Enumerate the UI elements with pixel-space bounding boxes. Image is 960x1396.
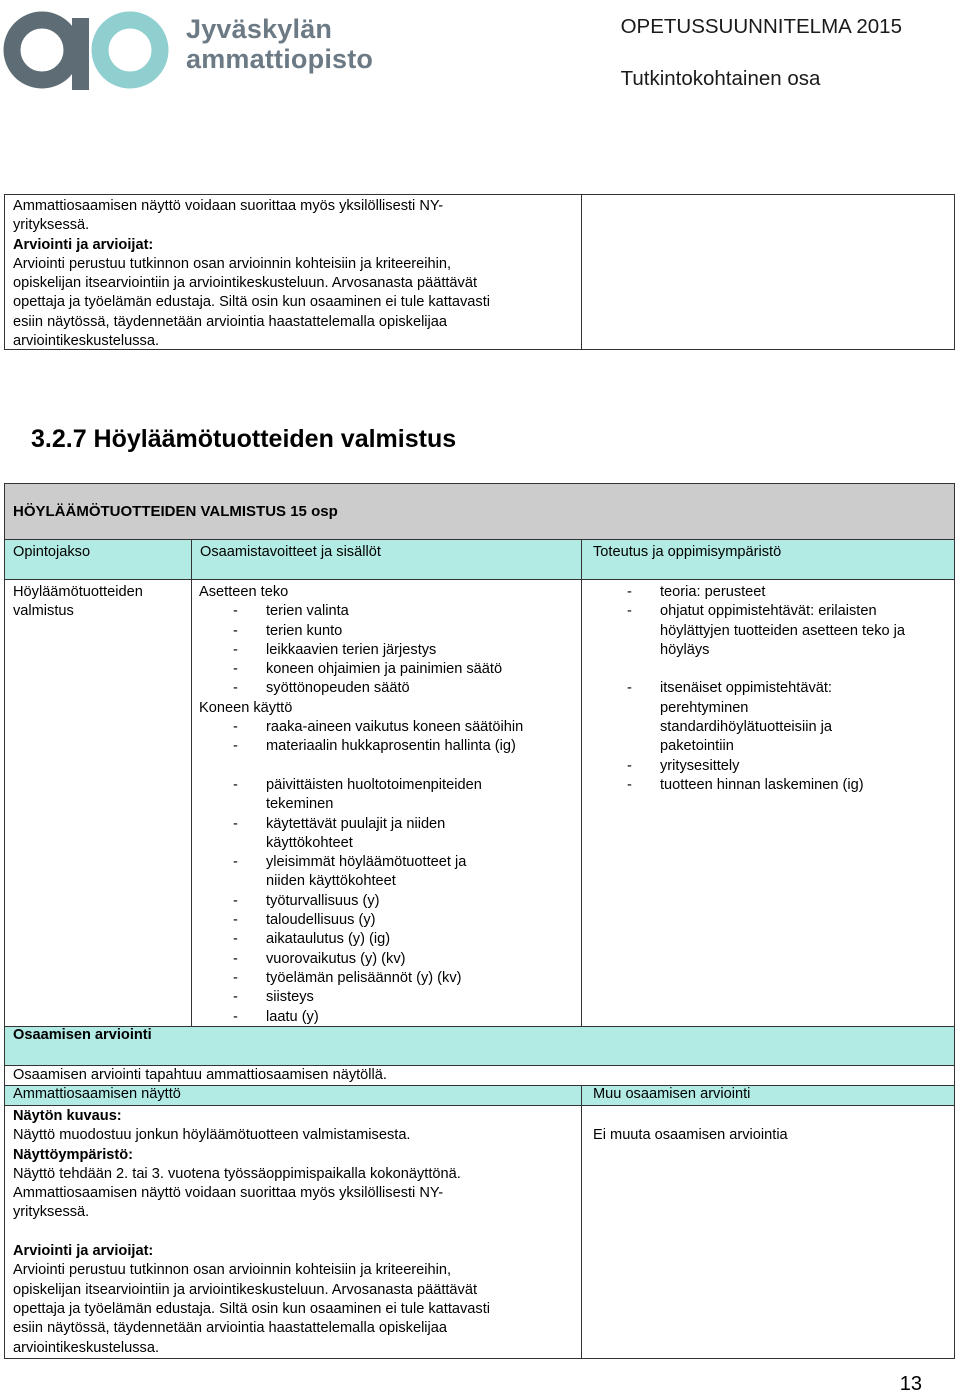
course-cell [4,579,192,1027]
list-item: - käytettävät puulajit ja niiden käyttökohteet [199,815,499,854]
demo-env-label: Näyttöympäristö: [13,1146,134,1163]
assessment-text: Osaamisen arviointi tapahtuu ammattiosaamisen näytöllä. [13,1067,387,1083]
list-item: - terien kunto [199,622,577,641]
eval-line: opettaja ja työelämän edustaja. Siltä osin kun osaaminen ei tule kattavasti [13,1300,491,1317]
list-item: - yleisimmät höyläämötuotteet ja niiden käyttökohteet [199,853,499,892]
col-header-impl-label: Toteutus ja oppimisympäristö [593,544,782,560]
assessment-header: Osaamisen arviointi [13,1027,152,1043]
other-header: Muu osaamisen arviointi [593,1086,751,1102]
list-item: - materiaalin hukkaprosentin hallinta (ig) [199,737,577,756]
demo-desc-label: Näytön kuvaus: [13,1108,122,1124]
course-name-line-2: valmistus [13,603,74,620]
eval-line: opiskelijan itsearviointiin ja arviointikeskusteluun. Arvosanasta päättävät [13,1281,478,1298]
col-header-goals-label: Osaamistavoitteet ja sisällöt [200,544,381,560]
impl-cell [581,579,955,1027]
list-item: - vuorovaikutus (y) (kv) [199,950,499,969]
document-subtitle: Tutkintokohtainen osa [620,67,821,90]
top-box-left [4,194,582,350]
logo [0,0,380,100]
top-eval-line: Arviointi perustuu tutkinnon osan arvioinnin kohteisiin ja kriteereihin, [13,255,452,272]
logo-wordmark [186,14,373,74]
table-title: HÖYLÄÄMÖTUOTTEIDEN VALMISTUS 15 osp [13,503,338,520]
col-header-course-label: Opintojakso [13,544,91,560]
goals-group-title: Asetteen teko [199,584,289,600]
list-item: - siisteys [199,988,499,1007]
top-eval-label: Arviointi ja arvioijat: [13,236,154,253]
demo-details-cell [4,1105,582,1359]
list-item: - terien valinta [199,602,577,621]
goals-list-3 [199,776,499,1027]
demo-ny-line-2: yrityksessä. [13,1204,90,1221]
top-eval-line: opiskelijan itsearviointiin ja arviointikeskusteluun. Arvosanasta päättävät [13,275,478,292]
table-title-row [4,483,955,540]
impl-list-2 [593,679,873,795]
list-item: - teoria: perusteet [593,583,923,602]
list-item: - päivittäisten huoltotoimenpiteiden tekeminen [199,776,499,815]
list-item: - yritysesittely [593,757,873,776]
other-details-cell [581,1105,955,1359]
demo-env: Näyttö tehdään 2. tai 3. vuotena työssäoppimispaikalla kokonäyttönä. [13,1165,461,1182]
list-item: - työelämän pelisäännöt (y) (kv) [199,969,499,988]
eval-label: Arviointi ja arvioijat: [13,1243,154,1260]
page-number: 13 [899,1373,922,1395]
list-item: - ohjatut oppimistehtävät: erilaisten höylättyjen tuotteiden asetteen teko ja höyläys [593,602,923,660]
document-header [621,14,902,92]
eval-line: Arviointi perustuu tutkinnon osan arvioinnin kohteisiin ja kriteereihin, [13,1262,452,1279]
list-item: - taloudellisuus (y) [199,911,499,930]
list-item: - syöttönopeuden säätö [199,679,577,698]
assessment-text-row [4,1065,955,1086]
top-ny-line-2: yrityksessä. [13,217,90,234]
list-item: - aikataulutus (y) (ig) [199,930,499,949]
document-title: OPETUSSUUNNITELMA 2015 [620,15,902,38]
demo-header-cell [4,1085,582,1106]
logo-line-1: Jyväskylän [186,14,333,44]
eval-line: arviointikeskustelussa. [13,1339,160,1356]
top-eval-line: arviointikeskustelussa. [13,333,160,350]
assessment-header-row [4,1026,955,1066]
list-item: - itsenäiset oppimistehtävät: perehtyminen standardihöylätuotteisiin ja paketointiin [593,679,873,756]
list-item: - koneen ohjaimien ja painimien säätö [199,660,577,679]
top-box-right [581,194,955,350]
col-header-course [4,539,192,580]
top-ny-line-1: Ammattiosaamisen näyttö voidaan suorittaa myös yksilöllisesti NY- [13,198,444,214]
list-item: - laatu (y) [199,1008,499,1027]
course-name-line-1: Höyläämötuotteiden [13,584,143,600]
list-item: - raaka-aineen vaikutus koneen säätöihin [199,718,577,737]
demo-ny-line-1: Ammattiosaamisen näyttö voidaan suorittaa myös yksilöllisesti NY- [13,1185,444,1202]
goals-cell [191,579,582,1027]
goals-list-1 [199,602,577,698]
impl-list-1 [593,583,923,660]
list-item: - tuotteen hinnan laskeminen (ig) [593,776,873,795]
goals-group-title: Koneen käyttö [199,699,293,716]
list-item: - leikkaavien terien järjestys [199,641,577,660]
list-item: - työturvallisuus (y) [199,892,499,911]
other-text: Ei muuta osaamisen arviointia [593,1127,788,1143]
col-header-impl [581,539,955,580]
demo-desc: Näyttö muodostuu jonkun höyläämötuotteen valmistamisesta. [13,1127,411,1144]
demo-header: Ammattiosaamisen näyttö [13,1086,181,1102]
goals-list-2 [199,718,577,757]
eval-line: esiin näytössä, täydennetään arviointia haastattelemalla opiskelijaa [13,1320,448,1337]
col-header-goals [191,539,582,580]
top-eval-line: opettaja ja työelämän edustaja. Siltä osin kun osaaminen ei tule kattavasti [13,294,491,311]
other-header-cell [581,1085,955,1106]
ao-logo-mark [0,0,180,100]
top-eval-line: esiin näytössä, täydennetään arviointia haastattelemalla opiskelijaa [13,313,448,330]
logo-line-2: ammattiopisto [186,44,374,74]
section-heading: 3.2.7 Höyläämötuotteiden valmistus [31,425,457,453]
